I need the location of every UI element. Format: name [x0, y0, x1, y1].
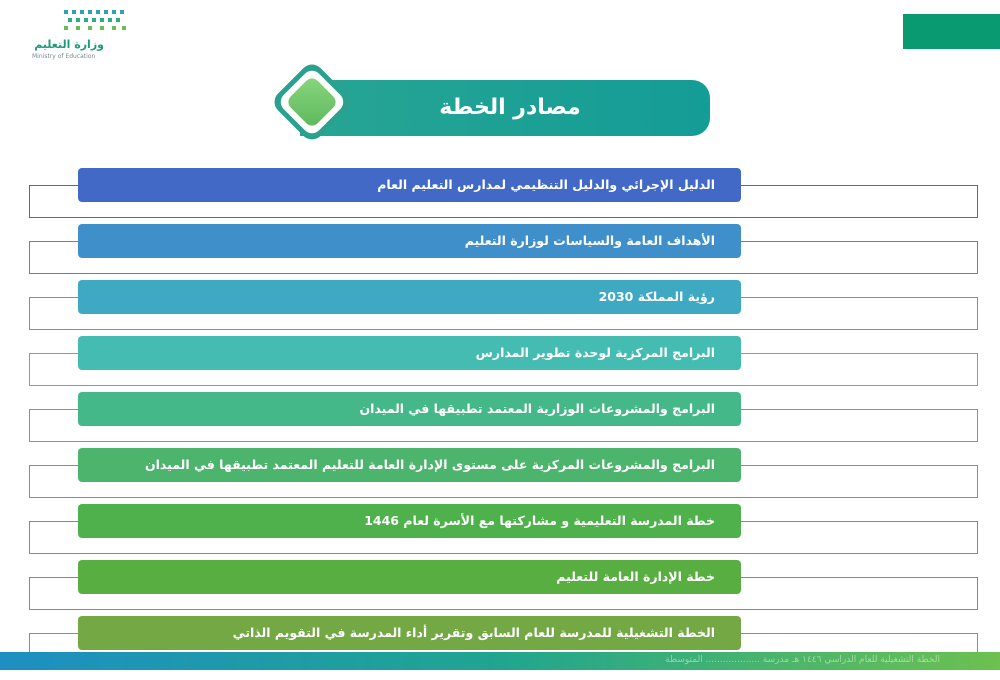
- list-item: الأهداف العامة والسياسات لوزارة التعليم: [78, 224, 741, 258]
- logo-dots-icon: [64, 8, 130, 38]
- list-item: رؤية المملكة 2030: [78, 280, 741, 314]
- list-item: الدليل الإجرائي والدليل التنظيمي لمدارس التعليم العام: [78, 168, 741, 202]
- list-item: خطة الإدارة العامة للتعليم: [78, 560, 741, 594]
- corner-accent-bar: [903, 14, 1000, 49]
- footer-text: الخطة التشغيلية للعام الدراسي ١٤٤٦ هـ مدرسة ................... المتوسطة: [665, 655, 940, 665]
- list-item: الخطة التشغيلية للمدرسة للعام السابق وتقرير أداء المدرسة في التقويم الذاتي: [78, 616, 741, 650]
- ministry-logo: [30, 8, 140, 60]
- list-item: خطة المدرسة التعليمية و مشاركتها مع الأسرة لعام 1446: [78, 504, 741, 538]
- list-item: البرامج والمشروعات المركزية على مستوى الإدارة العامة للتعليم المعتمد تطبيقها في الميدان: [78, 448, 741, 482]
- list-item: البرامج والمشروعات الوزارية المعتمد تطبيقها في الميدان: [78, 392, 741, 426]
- logo-arabic-text: وزارة التعليم: [34, 38, 104, 51]
- logo-english-text: Ministry of Education: [32, 53, 96, 60]
- page-title: مصادر الخطة: [439, 95, 581, 120]
- list-item: البرامج المركزية لوحدة تطوير المدارس: [78, 336, 741, 370]
